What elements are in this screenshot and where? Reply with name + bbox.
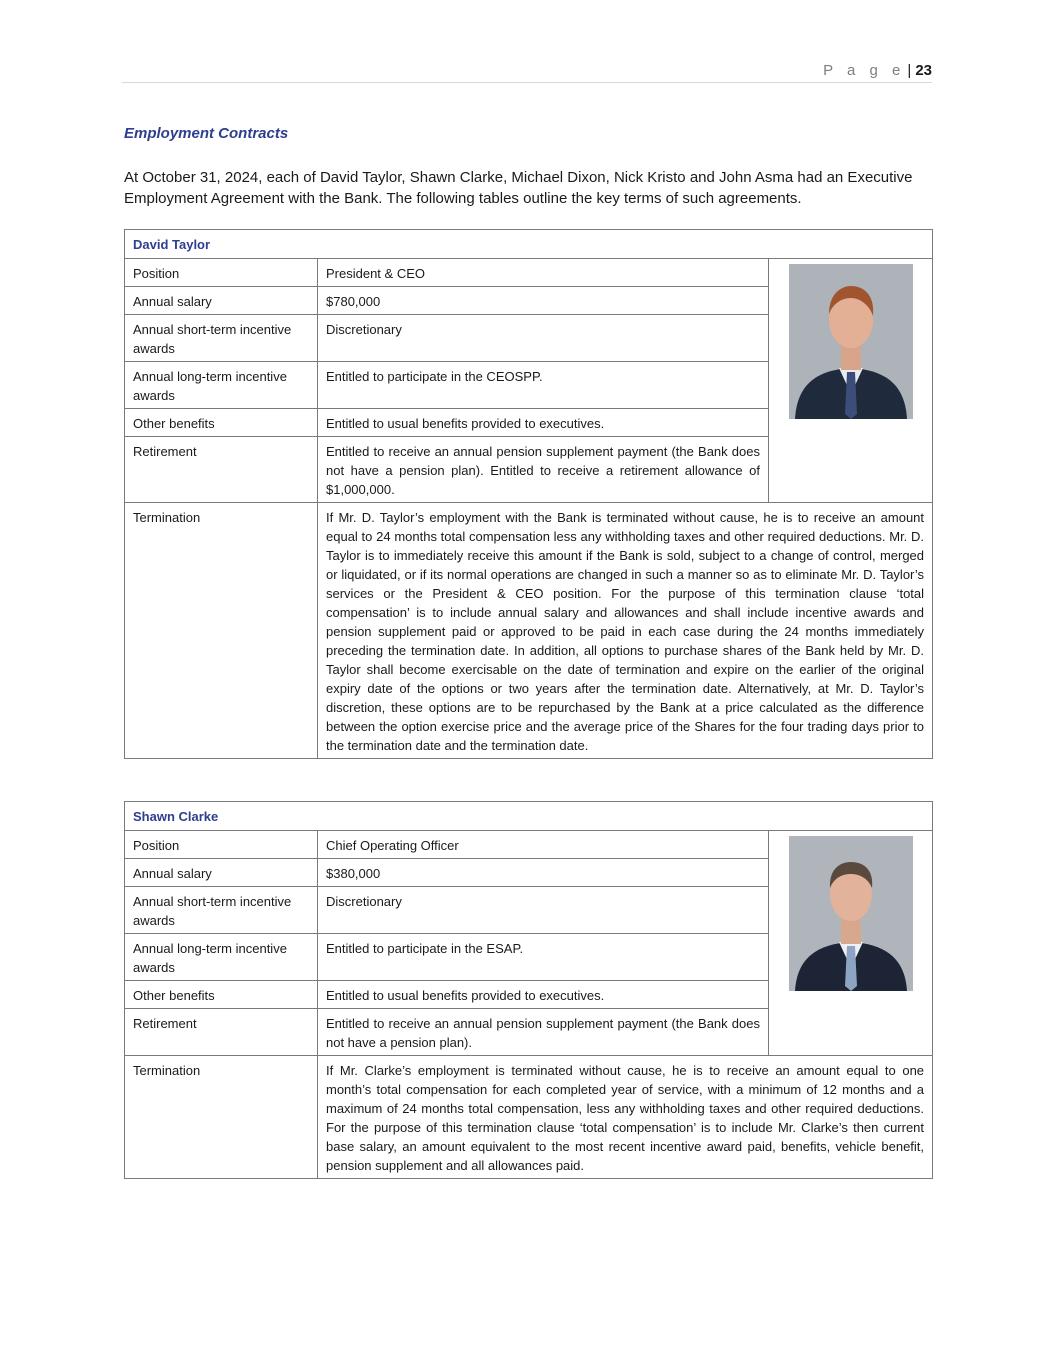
row-label: Termination (125, 1056, 318, 1179)
row-value: Entitled to participate in the ESAP. (318, 934, 769, 981)
row-value: Discretionary (318, 887, 769, 934)
row-label: Annual salary (125, 859, 318, 887)
row-label: Annual short-term incentive awards (125, 315, 318, 362)
row-value: Entitled to usual benefits provided to executives. (318, 409, 769, 437)
row-value: $380,000 (318, 859, 769, 887)
row-value: Entitled to receive an annual pension supplement payment (the Bank does not have a pension plan). (318, 1009, 769, 1056)
row-label: Other benefits (125, 981, 318, 1009)
row-value: Entitled to receive an annual pension supplement payment (the Bank does not have a pension plan). Entitled to receive a retirement allowance of $1,000,000. (318, 437, 769, 503)
row-label: Position (125, 259, 318, 287)
row-value: Entitled to usual benefits provided to executives. (318, 981, 769, 1009)
row-value: Chief Operating Officer (318, 831, 769, 859)
portrait-photo-icon (789, 264, 913, 419)
row-value: Discretionary (318, 315, 769, 362)
row-label: Annual long-term incentive awards (125, 362, 318, 409)
executive-name: David Taylor (125, 230, 933, 259)
executive-name: Shawn Clarke (125, 802, 933, 831)
row-label: Annual salary (125, 287, 318, 315)
portrait-photo-icon (789, 836, 913, 991)
row-label: Termination (125, 503, 318, 759)
row-label: Annual long-term incentive awards (125, 934, 318, 981)
row-value: Entitled to participate in the CEOSPP. (318, 362, 769, 409)
termination-text: If Mr. D. Taylor’s employment with the Bank is terminated without cause, he is to receive an amount equal to 24 months total compensation less any withholding taxes and other required deductions. Mr. D. Taylor is to immediately receive this amount if the Bank is sold, subject to a change of control, merged or liquidated, or if its normal operations are changed in such a manner so as to eliminate Mr. D. Taylor’s services or the President & CEO position. For the purpose of this termination clause ‘total compensation’ is to include annual salary and allowances and shall include incentive awards and pension supplement paid or approved to be paid in each case during the 24 months immediately preceding the termination date. In addition, all options to purchase shares of the Bank held by Mr. D. Taylor shall become exercisable on the date of termination and expire on the earlier of the original expiry date of the options or two years after the termination date. Alternatively, at Mr. D. Taylor’s discretion, these options are to be repurchased by the Bank at a price calculated as the difference between the option exercise price and the average price of the Shares for the four trading days prior to the termination date and the termination date. (318, 503, 933, 759)
employment-table-clarke (124, 801, 933, 1179)
row-label: Retirement (125, 437, 318, 503)
photo-cell (769, 259, 933, 503)
page-word: P a g e (823, 62, 906, 79)
row-label: Other benefits (125, 409, 318, 437)
termination-text: If Mr. Clarke’s employment is terminated without cause, he is to receive an amount equal to one month’s total compensation for each completed year of service, with a minimum of 12 months and a maximum of 24 months total compensation, less any withholding taxes and other required deductions. For the purpose of this termination clause ‘total compensation’ is to include Mr. Clarke’s then current base salary, an amount equivalent to the most recent incentive award paid, benefits, vehicle benefit, pension supplement and all allowances paid. (318, 1056, 933, 1179)
intro-paragraph: At October 31, 2024, each of David Taylor, Shawn Clarke, Michael Dixon, Nick Kristo and John Asma had an Executive Employment Agreement with the Bank. The following tables outline the key terms of such agreements. (124, 169, 913, 207)
employment-table-taylor (124, 229, 933, 759)
row-value: President & CEO (318, 259, 769, 287)
section-title: Employment Contracts (124, 125, 289, 142)
row-value: $780,000 (318, 287, 769, 315)
row-label: Position (125, 831, 318, 859)
row-label: Retirement (125, 1009, 318, 1056)
row-label: Annual short-term incentive awards (125, 887, 318, 934)
page-separator: | (907, 62, 912, 79)
page-header (122, 60, 932, 83)
photo-cell (769, 831, 933, 1056)
page-number: 23 (915, 62, 932, 79)
